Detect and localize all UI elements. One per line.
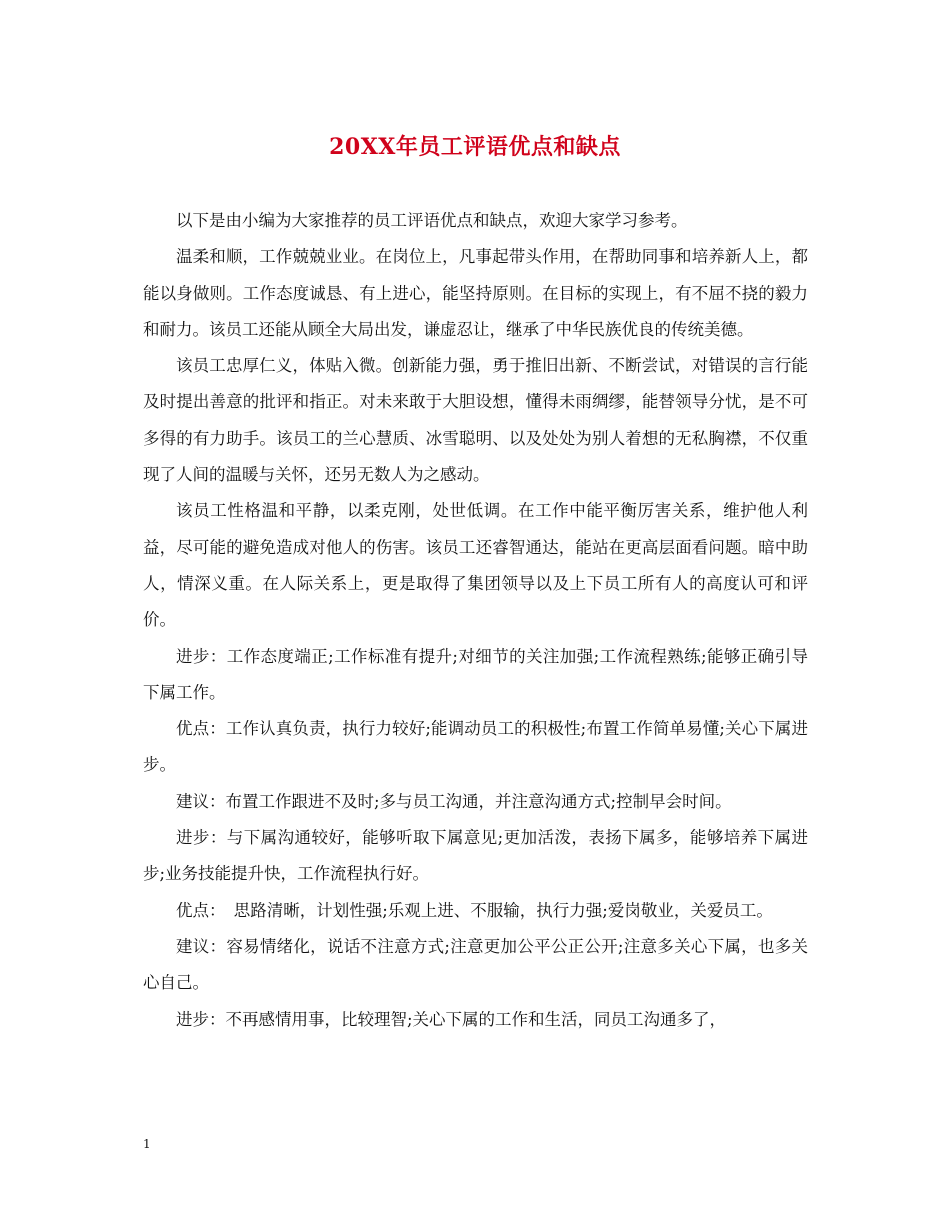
- paragraph-progress-3: 进步：不再感情用事，比较理智;关心下属的工作和生活，同员工沟通多了，: [176, 1009, 727, 1029]
- paragraph-suggestions-1: 建议：布置工作跟进不及时;多与员工沟通，并注意沟通方式;控制早会时间。: [176, 791, 732, 811]
- paragraph-comment-2: 该员工忠厚仁义，体贴入微。创新能力强，勇于推旧出新、不断尝试，对错误的言行能及时提出善意的批评和指正。对未来敢于大胆设想，懂得未雨绸缪，能替领导分忧，是不可多得的有力助手。该员工的兰心慧质、冰雪聪明、以及处处为别人着想的无私胸襟，不仅重现了人间的温暖与关怀，还另无数人为之感动。: [143, 356, 808, 485]
- paragraph-comment-1: 温柔和顺，工作兢兢业业。在岗位上，凡事起带头作用，在帮助同事和培养新人上，都能以身做则。工作态度诚恳、有上进心，能坚持原则。在目标的实现上，有不屈不挠的毅力和耐力。该员工还能从顾全大局出发，谦虚忍让，继承了中华民族优良的传统美德。: [143, 247, 808, 339]
- document-title: 20XX年员工评语优点和缺点: [329, 134, 621, 160]
- paragraph-progress-2: 进步：与下属沟通较好，能够听取下属意见;更加活泼，表扬下属多，能够培养下属进步;业务技能提升快，工作流程执行好。: [143, 828, 808, 884]
- paragraph-progress-1: 进步：工作态度端正;工作标准有提升;对细节的关注加强;工作流程熟练;能够正确引导下属工作。: [143, 646, 808, 702]
- paragraph-suggestions-2: 建议：容易情绪化，说话不注意方式;注意更加公平公正公开;注意多关心下属，也多关心自己。: [143, 936, 808, 993]
- paragraph-intro: 以下是由小编为大家推荐的员工评语优点和缺点，欢迎大家学习参考。: [176, 211, 688, 230]
- paragraph-strengths-1: 优点：工作认真负责，执行力较好;能调动员工的积极性;布置工作简单易懂;关心下属进步。: [143, 719, 808, 775]
- document-body: [143, 203, 808, 1038]
- paragraph-comment-3: 该员工性格温和平静，以柔克刚，处世低调。在工作中能平衡厉害关系，维护他人利益，尽可能的避免造成对他人的伤害。该员工还睿智通达，能站在更高层面看问题。暗中助人，情深义重。在人际关系上，更是取得了集团领导以及上下员工所有人的高度认可和评价。: [143, 501, 808, 630]
- page-number: 1: [143, 1137, 151, 1151]
- paragraph-strengths-2: 优点： 思路清晰，计划性强;乐观上进、不服输，执行力强;爱岗敬业，关爱员工。: [176, 900, 773, 920]
